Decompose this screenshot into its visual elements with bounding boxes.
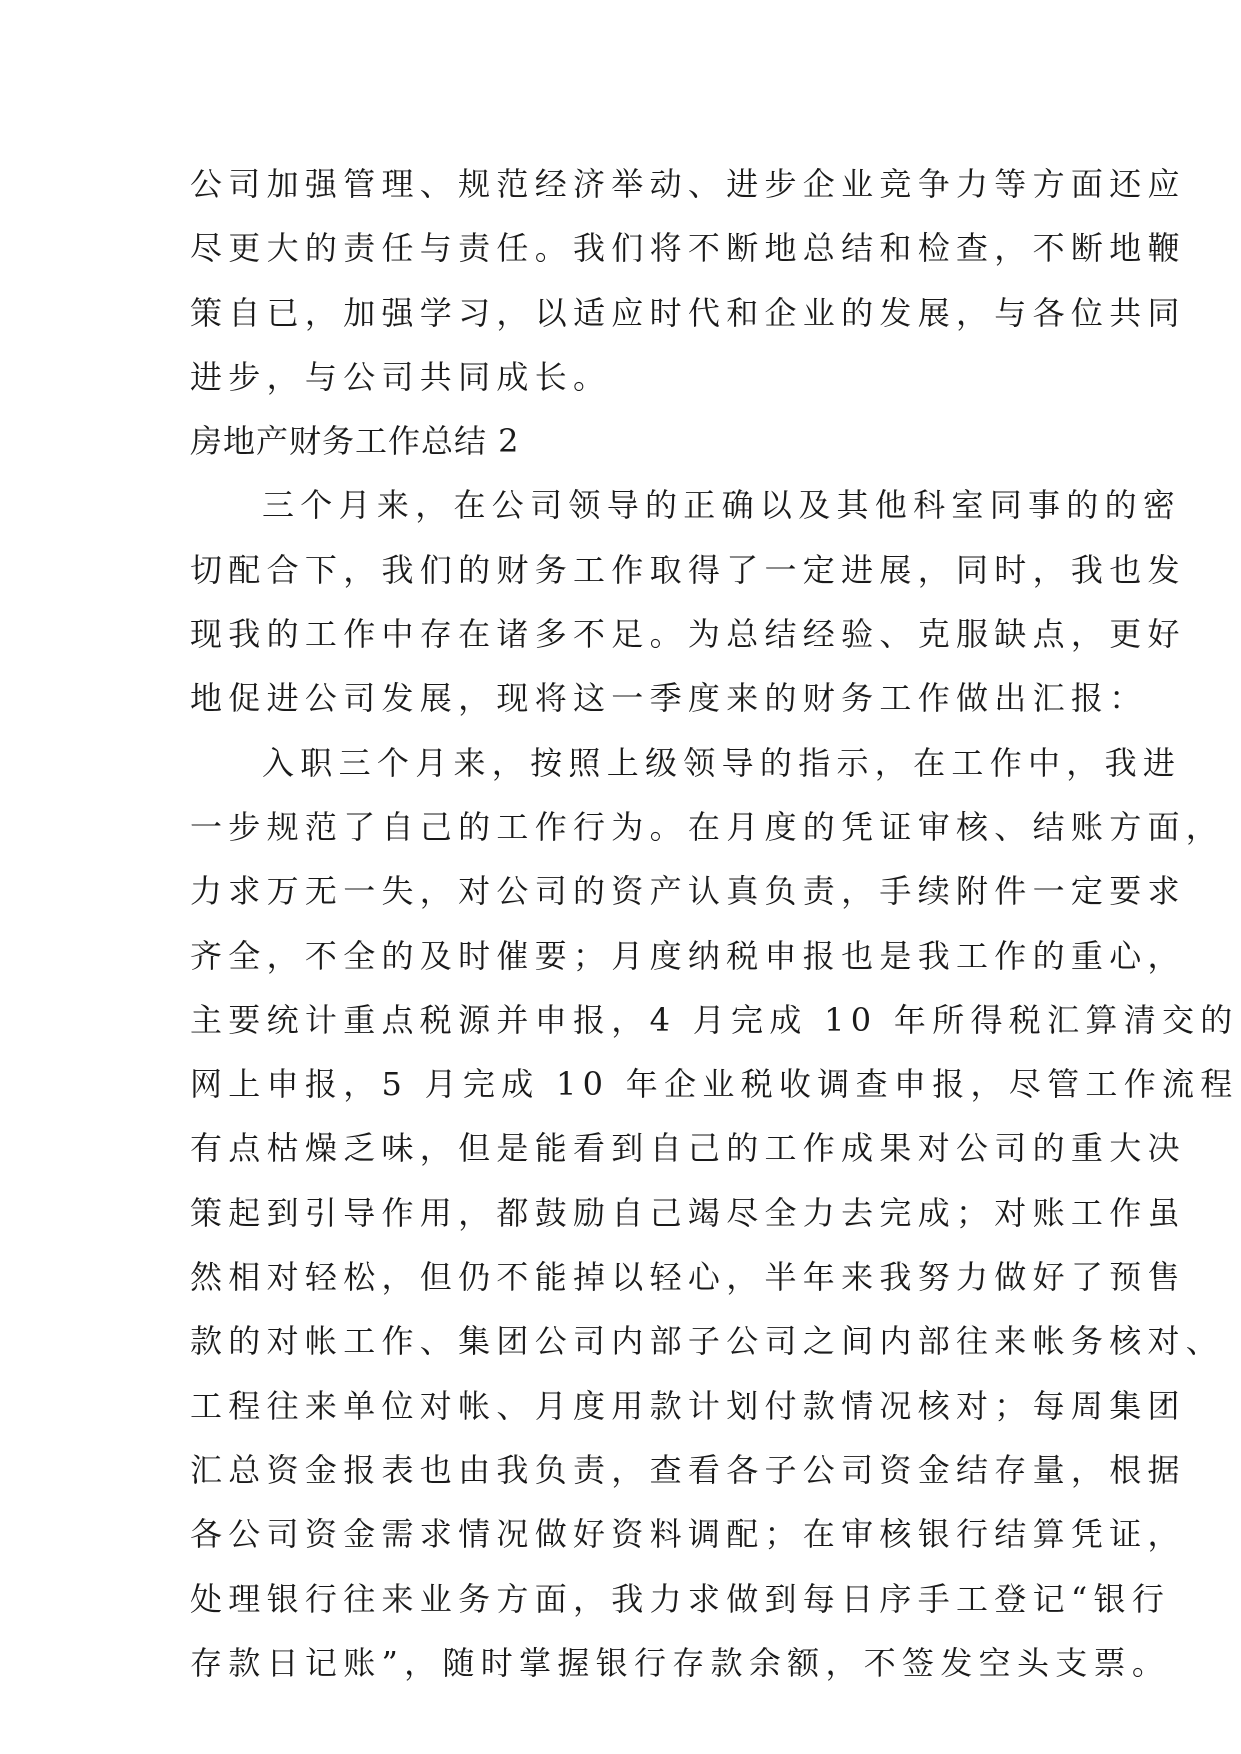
body-line: 主要统计重点税源并申报，4 月完成 10 年所得税汇算清交的 <box>190 1000 1239 1039</box>
body-line: 处理银行往来业务方面，我力求做到每日序手工登记“银行 <box>190 1579 1171 1618</box>
body-line: 款的对帐工作、集团公司内部子公司之间内部往来帐务核对、 <box>190 1322 1225 1361</box>
paragraph-first-line: 入职三个月来，按照上级领导的指示，在工作中，我进 <box>262 743 1182 782</box>
body-line: 现我的工作中存在诸多不足。为总结经验、克服缺点，更好 <box>190 615 1186 654</box>
body-line: 齐全，不全的及时催要；月度纳税申报也是我工作的重心， <box>190 936 1186 975</box>
body-line: 工程往来单位对帐、月度用款计划付款情况核对；每周集团 <box>190 1386 1186 1425</box>
body-line: 尽更大的责任与责任。我们将不断地总结和检查，不断地鞭 <box>190 229 1186 268</box>
body-line: 进步，与公司共同成长。 <box>190 357 612 396</box>
body-line: 地促进公司发展，现将这一季度来的财务工作做出汇报： <box>190 679 1148 718</box>
body-line: 存款日记账”，随时掌握银行存款余额，不签发空头支票。 <box>190 1643 1171 1682</box>
body-line: 一步规范了自己的工作行为。在月度的凭证审核、结账方面， <box>190 807 1225 846</box>
body-line: 汇总资金报表也由我负责，查看各子公司资金结存量，根据 <box>190 1450 1186 1489</box>
body-line: 策自已，加强学习，以适应时代和企业的发展，与各位共同 <box>190 293 1186 332</box>
body-line: 各公司资金需求情况做好资料调配；在审核银行结算凭证， <box>190 1515 1186 1554</box>
body-line: 切配合下，我们的财务工作取得了一定进展，同时，我也发 <box>190 550 1186 589</box>
body-line: 策起到引导作用，都鼓励自己竭尽全力去完成；对账工作虽 <box>190 1193 1186 1232</box>
paragraph-first-line: 三个月来，在公司领导的正确以及其他科室同事的的密 <box>262 486 1182 525</box>
body-line: 然相对轻松，但仍不能掉以轻心，半年来我努力做好了预售 <box>190 1258 1186 1297</box>
body-line: 力求万无一失，对公司的资产认真负责，手续附件一定要求 <box>190 872 1186 911</box>
section-title: 房地产财务工作总结 2 <box>190 422 520 461</box>
body-line: 网上申报，5 月完成 10 年企业税收调查申报，尽管工作流程 <box>190 1065 1239 1104</box>
body-line: 公司加强管理、规范经济举动、进步企业竞争力等方面还应 <box>190 165 1186 203</box>
document-body <box>190 152 1239 1695</box>
body-line: 有点枯燥乏味，但是能看到自己的工作成果对公司的重大决 <box>190 1129 1186 1168</box>
